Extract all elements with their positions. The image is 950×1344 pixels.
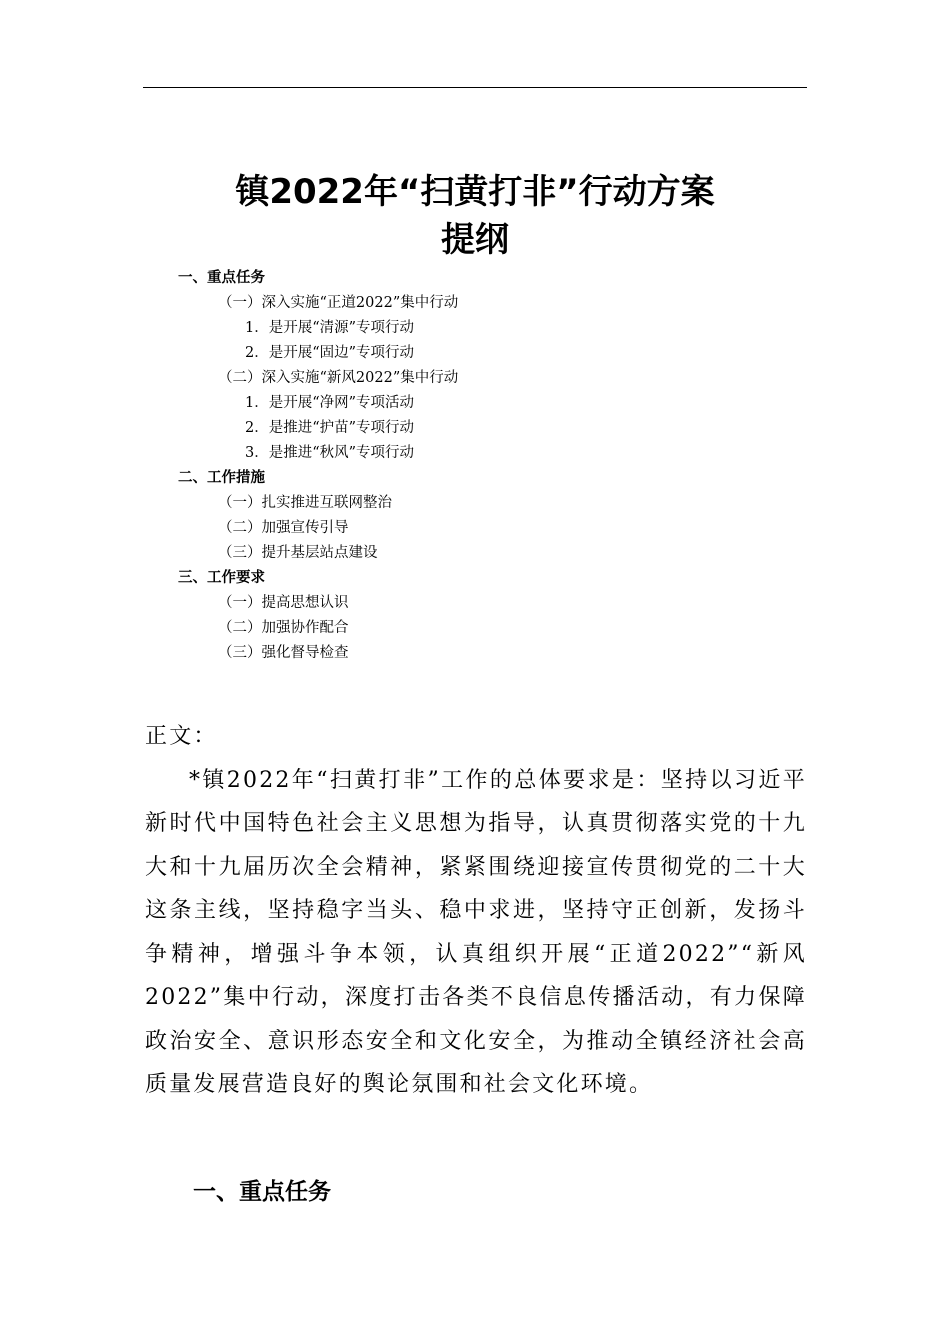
body-label: 正文： xyxy=(145,724,218,749)
outline-item: 二、工作措施 xyxy=(178,470,265,486)
outline-list xyxy=(0,266,950,666)
outline-item: 2．是开展“固边”专项行动 xyxy=(245,345,415,361)
outline-item: （三）强化督导检查 xyxy=(218,645,349,661)
outline-item: （一）扎实推进互联网整治 xyxy=(218,495,392,511)
outline-item: （一）提高思想认识 xyxy=(218,595,349,611)
outline-item: 3．是推进“秋风”专项行动 xyxy=(245,445,415,461)
outline-item: 三、工作要求 xyxy=(178,570,265,586)
body-paragraph: *镇2022年“扫黄打非”工作的总体要求是：坚持以习近平新时代中国特色社会主义思想为指导，认真贯彻落实党的十九大和十九届历次全会精神，紧紧围绕迎接宣传贯彻党的二十大这条主线，坚持稳字当头、稳中求进，坚持守正创新，发扬斗争精神，增强斗争本领，认真组织开展“正道2022”“新风2022”集中行动，深度打击各类不良信息传播活动，有力保障政治安全、意识形态安全和文化安全，为推动全镇经济社会高质量发展营造良好的舆论氛围和社会文化环境。 xyxy=(145,767,807,1097)
outline-item: （二）加强协作配合 xyxy=(218,620,349,636)
header-rule xyxy=(143,87,807,88)
outline-item: （一）深入实施“正道2022”集中行动 xyxy=(218,295,459,311)
outline-item: （二）深入实施“新风2022”集中行动 xyxy=(218,370,459,386)
body-text xyxy=(145,715,807,1107)
document-subtitle: 提纲 xyxy=(441,220,509,260)
outline-item: 1．是开展“清源”专项行动 xyxy=(245,320,415,336)
outline-item: （三）提升基层站点建设 xyxy=(218,545,378,561)
outline-item: （二）加强宣传引导 xyxy=(218,520,349,536)
outline-item: 1．是开展“净网”专项活动 xyxy=(245,395,415,411)
section-heading: 一、重点任务 xyxy=(193,1179,331,1205)
outline-item: 一、重点任务 xyxy=(178,270,265,286)
outline-item: 2．是推进“护苗”专项行动 xyxy=(245,420,415,436)
document-title: 镇2022年“扫黄打非”行动方案 xyxy=(235,172,715,212)
